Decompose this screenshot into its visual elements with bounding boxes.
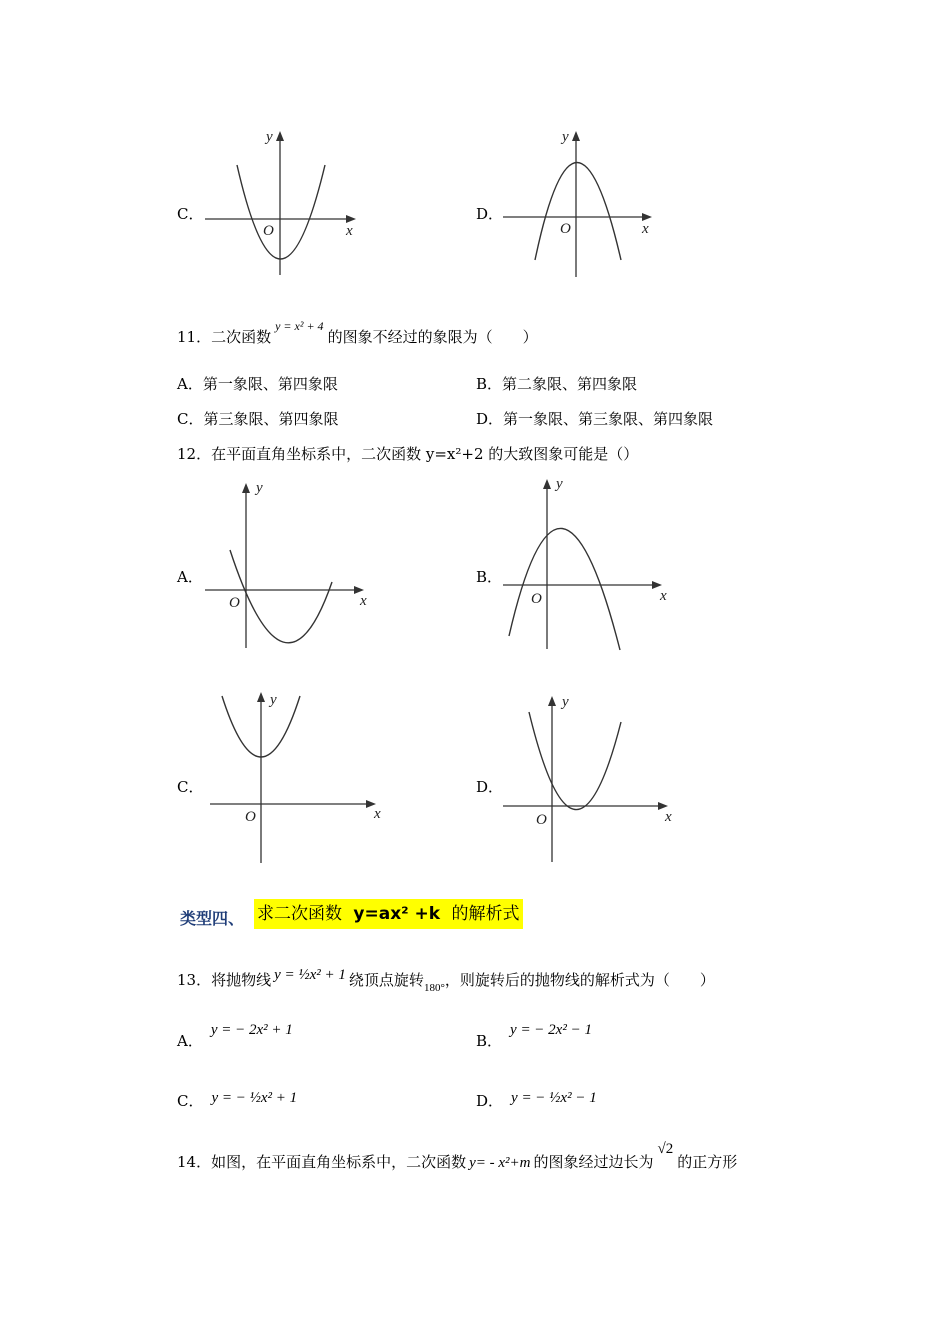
q14-stem: [177, 1141, 738, 1172]
y-axis-label: y: [256, 480, 263, 496]
q14-text-after: 的正方形: [677, 1153, 738, 1171]
origin-label: O: [536, 812, 547, 828]
parabola-curve: [230, 550, 332, 643]
q12-text: 在平面直角坐标系中，二次函数 y=x²+2 的大致图象可能是（）: [211, 445, 639, 463]
q12-option-c-graph: [200, 688, 390, 868]
y-axis-arrow: [548, 696, 556, 706]
q10-option-d-graph: [500, 125, 670, 285]
q14-text-mid: 的图象经过边长为: [533, 1153, 654, 1171]
q11-stem: [177, 319, 538, 347]
q10-option-c-label: C．: [177, 205, 204, 223]
x-axis-label: x: [642, 221, 649, 237]
q11-text-after: 的图象不经过的象限为（ ）: [327, 328, 538, 346]
q12-option-a-label: A．: [177, 568, 203, 586]
q13-option-b: B．y = − 2x² − 1: [476, 1022, 592, 1050]
q12-option-b-label: B．: [476, 568, 503, 586]
y-axis-arrow: [276, 131, 284, 141]
parabola-curve: [237, 165, 325, 259]
y-axis-label: y: [266, 129, 273, 145]
q13-text-after: ，则旋转后的抛物线的解析式为（ ）: [444, 971, 715, 989]
y-axis-label: y: [562, 129, 569, 145]
origin-label: O: [229, 595, 240, 611]
q11-text-before: 二次函数: [211, 328, 272, 346]
x-axis-label: x: [665, 809, 672, 825]
q13-text-before: 将抛物线: [211, 971, 272, 989]
q14-formula: y= - x²+m: [469, 1155, 531, 1171]
q12-option-d-graph: [500, 692, 690, 867]
q14-radical: √2: [657, 1141, 674, 1157]
section-highlight-prefix: 求二次函数: [257, 904, 342, 924]
y-axis-label: y: [270, 692, 277, 708]
q11-option-a: A．第一象限、第四象限: [177, 375, 338, 393]
origin-label: O: [263, 223, 274, 239]
q11-formula: y = x² + 4: [275, 319, 324, 333]
q11-option-d: D．第一象限、第三象限、第四象限: [476, 410, 714, 428]
q10-option-d-label: D．: [476, 205, 504, 223]
x-axis-label: x: [360, 593, 367, 609]
q13-option-c: C． y = − ½x² + 1: [177, 1090, 298, 1110]
x-axis-arrow: [346, 215, 356, 223]
q11-option-b: B．第二象限、第四象限: [476, 375, 638, 393]
y-axis-arrow: [257, 692, 265, 702]
q13-stem: [177, 960, 715, 1000]
x-axis-label: x: [660, 588, 667, 604]
q12-number: 12．: [177, 445, 212, 463]
origin-label: O: [245, 809, 256, 825]
q13-option-d: D． y = − ½x² − 1: [476, 1090, 597, 1110]
parabola-curve: [535, 163, 621, 261]
y-axis-arrow: [572, 131, 580, 141]
section-highlight: [254, 899, 523, 929]
x-axis-label: x: [374, 806, 381, 822]
y-axis-label: y: [562, 694, 569, 710]
q14-text-before: 如图，在平面直角坐标系中，二次函数: [211, 1153, 467, 1171]
y-axis-label: y: [556, 476, 563, 492]
q12-option-c-label: C．: [177, 778, 204, 796]
section-highlight-suffix: 的解析式: [451, 904, 520, 924]
y-axis-arrow: [242, 483, 250, 493]
q13-angle: 180°: [423, 982, 445, 994]
parabola-curve: [529, 712, 621, 810]
x-axis-arrow: [642, 213, 652, 221]
q12-stem: [177, 443, 638, 464]
q11-number: 11．: [177, 328, 212, 346]
parabola-curve: [509, 528, 620, 650]
q12-option-b-graph: [500, 474, 680, 654]
section-title: 类型四、: [180, 909, 245, 928]
q12-option-a-graph: [200, 478, 380, 653]
q12-option-d-label: D．: [476, 778, 504, 796]
q13-number: 13．: [177, 971, 212, 989]
y-axis-arrow: [543, 479, 551, 489]
q13-formula: y = ½x² + 1: [274, 967, 346, 983]
origin-label: O: [531, 591, 542, 607]
q13-option-a: A．y = − 2x² + 1: [177, 1022, 293, 1050]
x-axis-label: x: [346, 223, 353, 239]
origin-label: O: [560, 221, 571, 237]
section-highlight-formula: y=ax² +k: [353, 904, 441, 924]
q11-option-c: C．第三象限、第四象限: [177, 410, 339, 428]
q14-number: 14．: [177, 1153, 212, 1171]
q13-text-mid: 绕顶点旋转: [348, 971, 424, 989]
q10-option-c-graph: [200, 125, 370, 285]
